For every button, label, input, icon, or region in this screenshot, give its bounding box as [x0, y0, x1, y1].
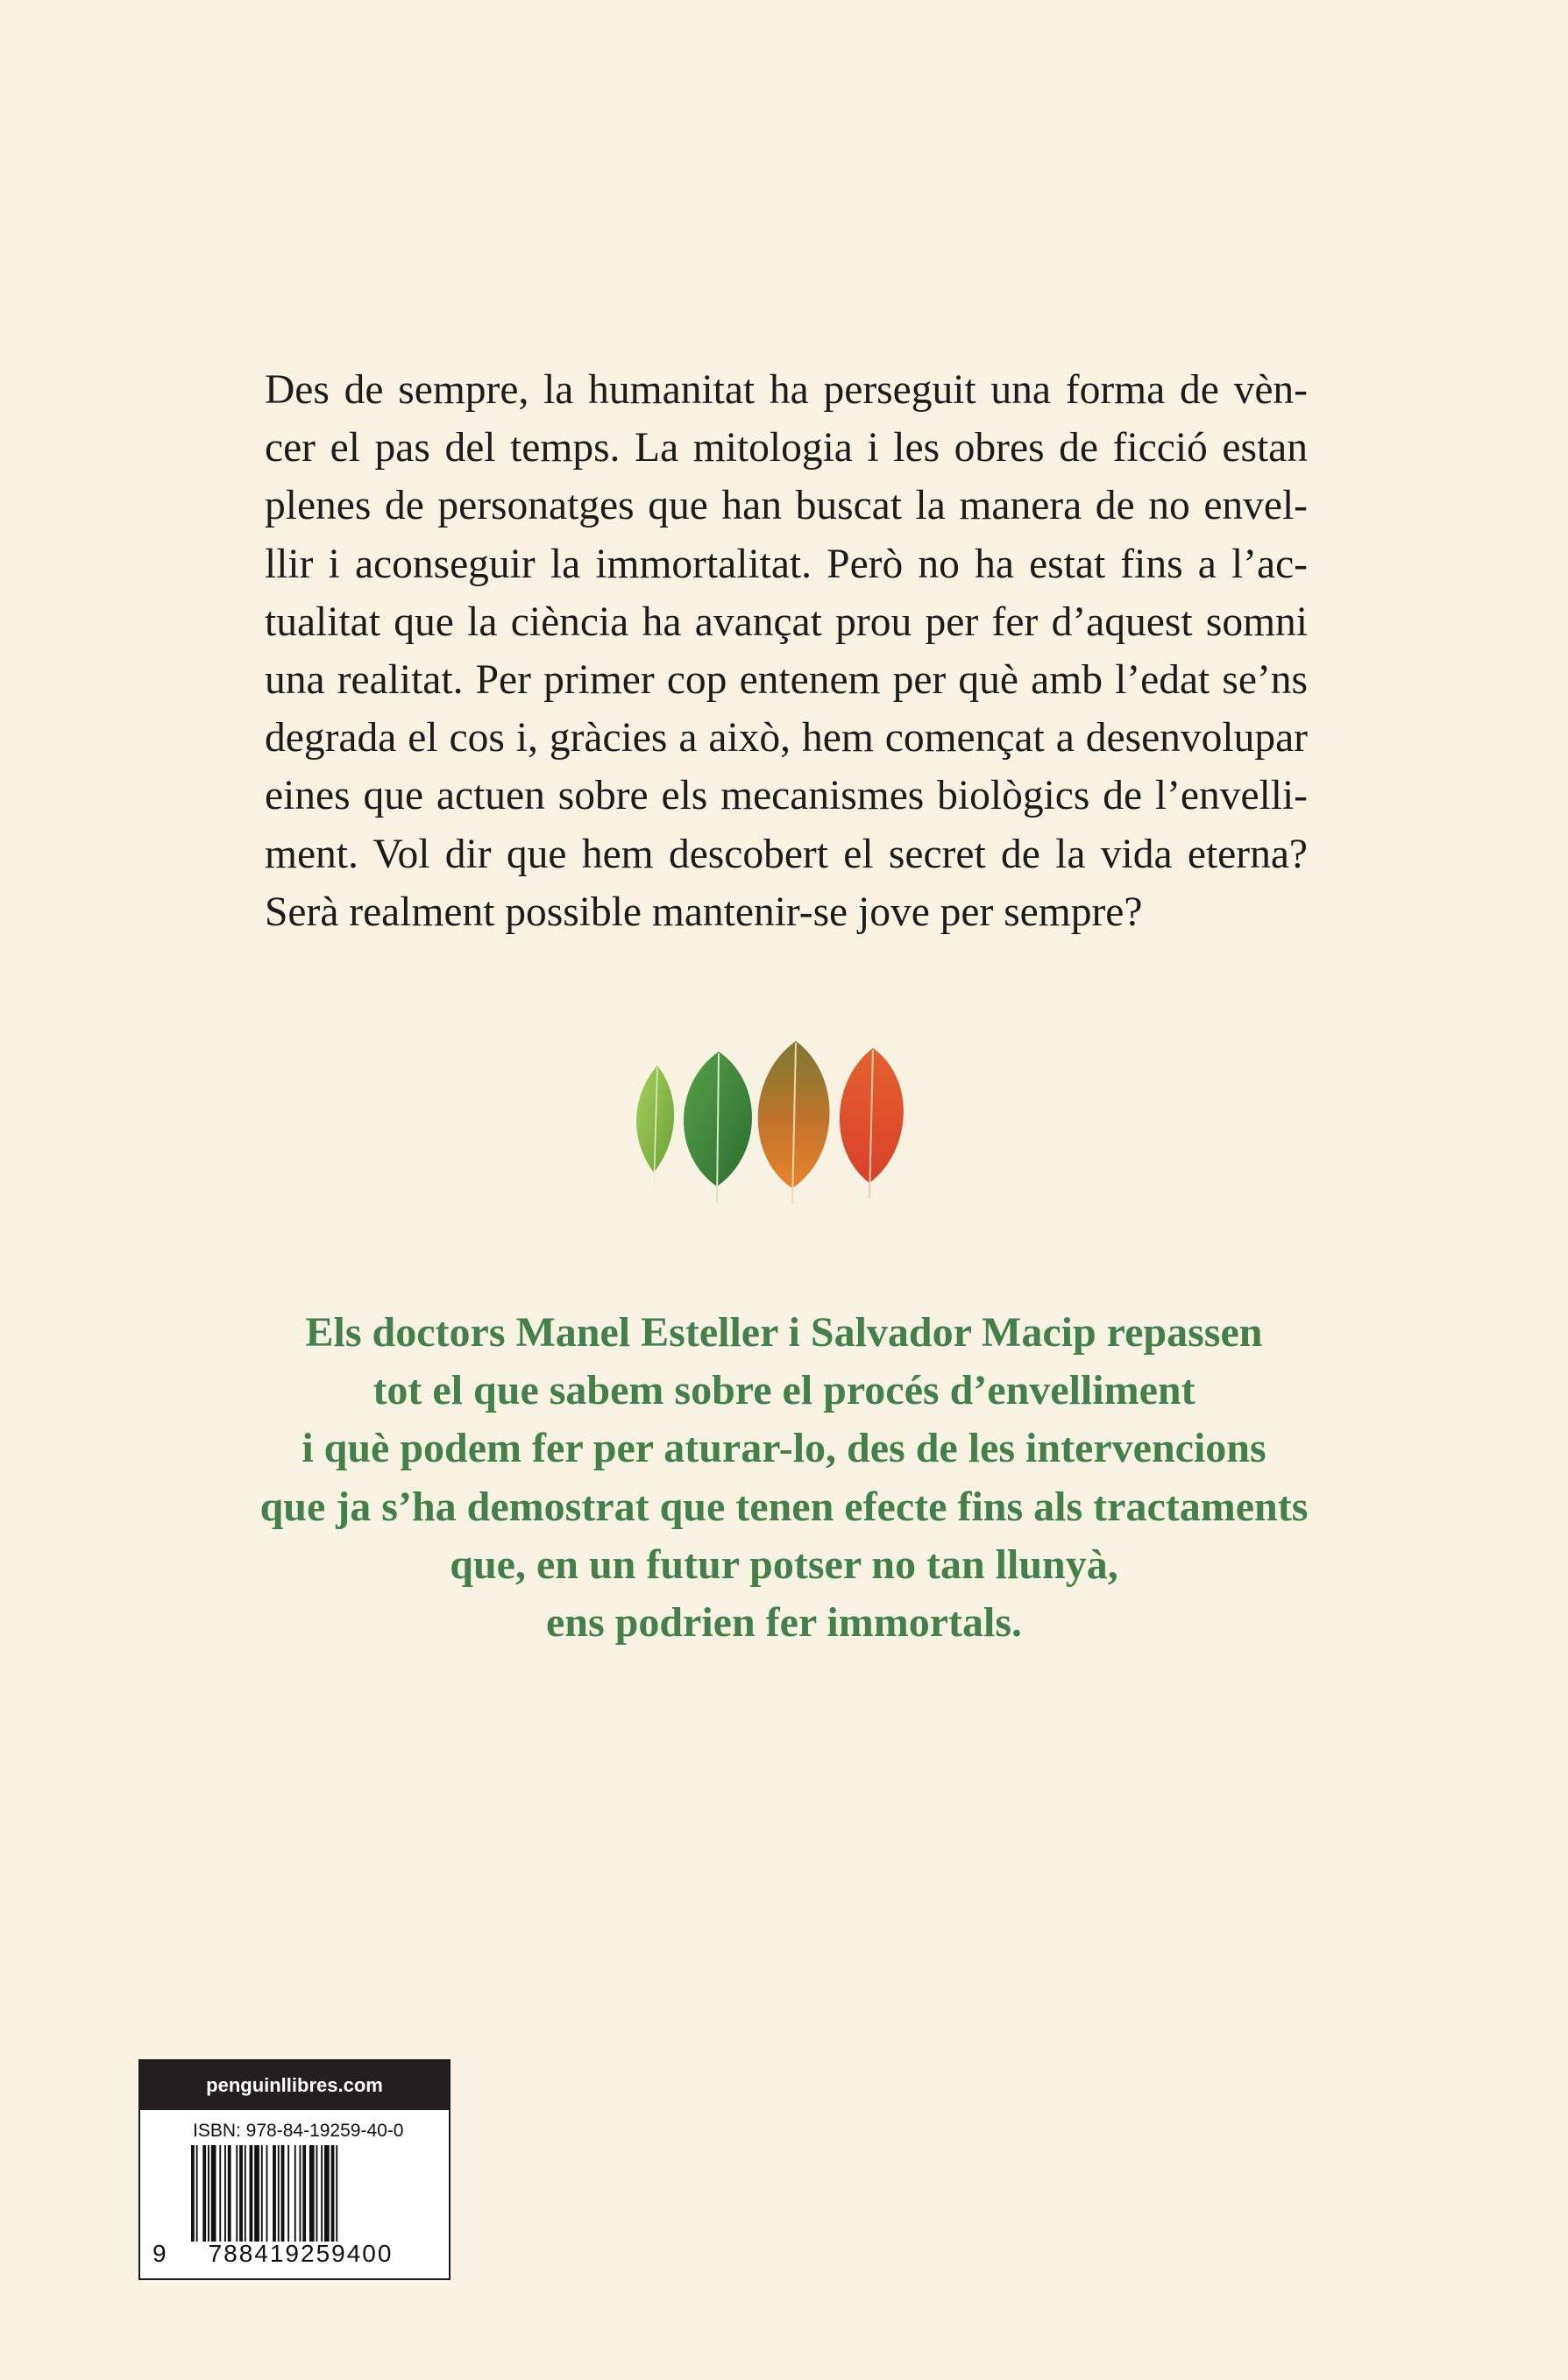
summary-line: Els doctors Manel Esteller i Salvador Macip repassen: [305, 1309, 1263, 1356]
leaf-brown: [758, 1041, 830, 1204]
blurb-line: plenes de personatges que han buscat la manera de no envel-: [265, 483, 1308, 529]
barcode-bars: [191, 2145, 410, 2242]
barcode-first-digit: 9: [153, 2240, 167, 2267]
summary-line: que ja s’ha demostrat que tenen efecte fins als tractaments: [259, 1483, 1309, 1530]
blurb-line: eines que actuen sobre els mecanismes biològics de l’envelli-: [265, 773, 1308, 819]
blurb-line: tualitat que la ciència ha avançat prou per fer d’aquest somni: [265, 599, 1308, 645]
blurb-line: degrada el cos i, gràcies a això, hem començat a desenvolupar: [265, 715, 1308, 761]
leaf-light-green: [636, 1066, 674, 1188]
blurb-line: cer el pas del temps. La mitologia i les obres de ficció estan: [265, 425, 1308, 471]
leaf-dark-green: [684, 1052, 752, 1202]
blurb-paragraph: [265, 361, 1308, 941]
publisher-website: penguinllibres.com: [140, 2061, 449, 2110]
barcode-box: [138, 2059, 451, 2280]
isbn-label: ISBN: 978-84-19259-40-0: [193, 2121, 404, 2141]
leaves-illustration: [624, 1032, 936, 1208]
summary-line: tot el que sabem sobre el procés d’envelliment: [372, 1367, 1196, 1414]
leaf-red: [840, 1048, 904, 1199]
summary-line: que, en un futur potser no tan llunyà,: [450, 1541, 1118, 1588]
blurb-line: Serà realment possible mantenir-se jove per sempre?: [265, 889, 1143, 935]
blurb-line: llir i aconseguir la immortalitat. Però no ha estat fins a l’ac-: [265, 541, 1308, 587]
summary-line: ens podrien fer immortals.: [545, 1599, 1023, 1647]
summary-line: i què podem fer per aturar-lo, des de les intervencions: [302, 1425, 1266, 1472]
blurb-line: Des de sempre, la humanitat ha perseguit una forma de vèn-: [265, 367, 1308, 413]
blurb-line: ment. Vol dir que hem descobert el secret de la vida eterna?: [265, 831, 1308, 877]
summary-highlight: [0, 1304, 1568, 1652]
blurb-line: una realitat. Per primer cop entenem per què amb l’edat se’ns: [265, 657, 1308, 704]
barcode-digits: 788419259400: [208, 2240, 394, 2267]
